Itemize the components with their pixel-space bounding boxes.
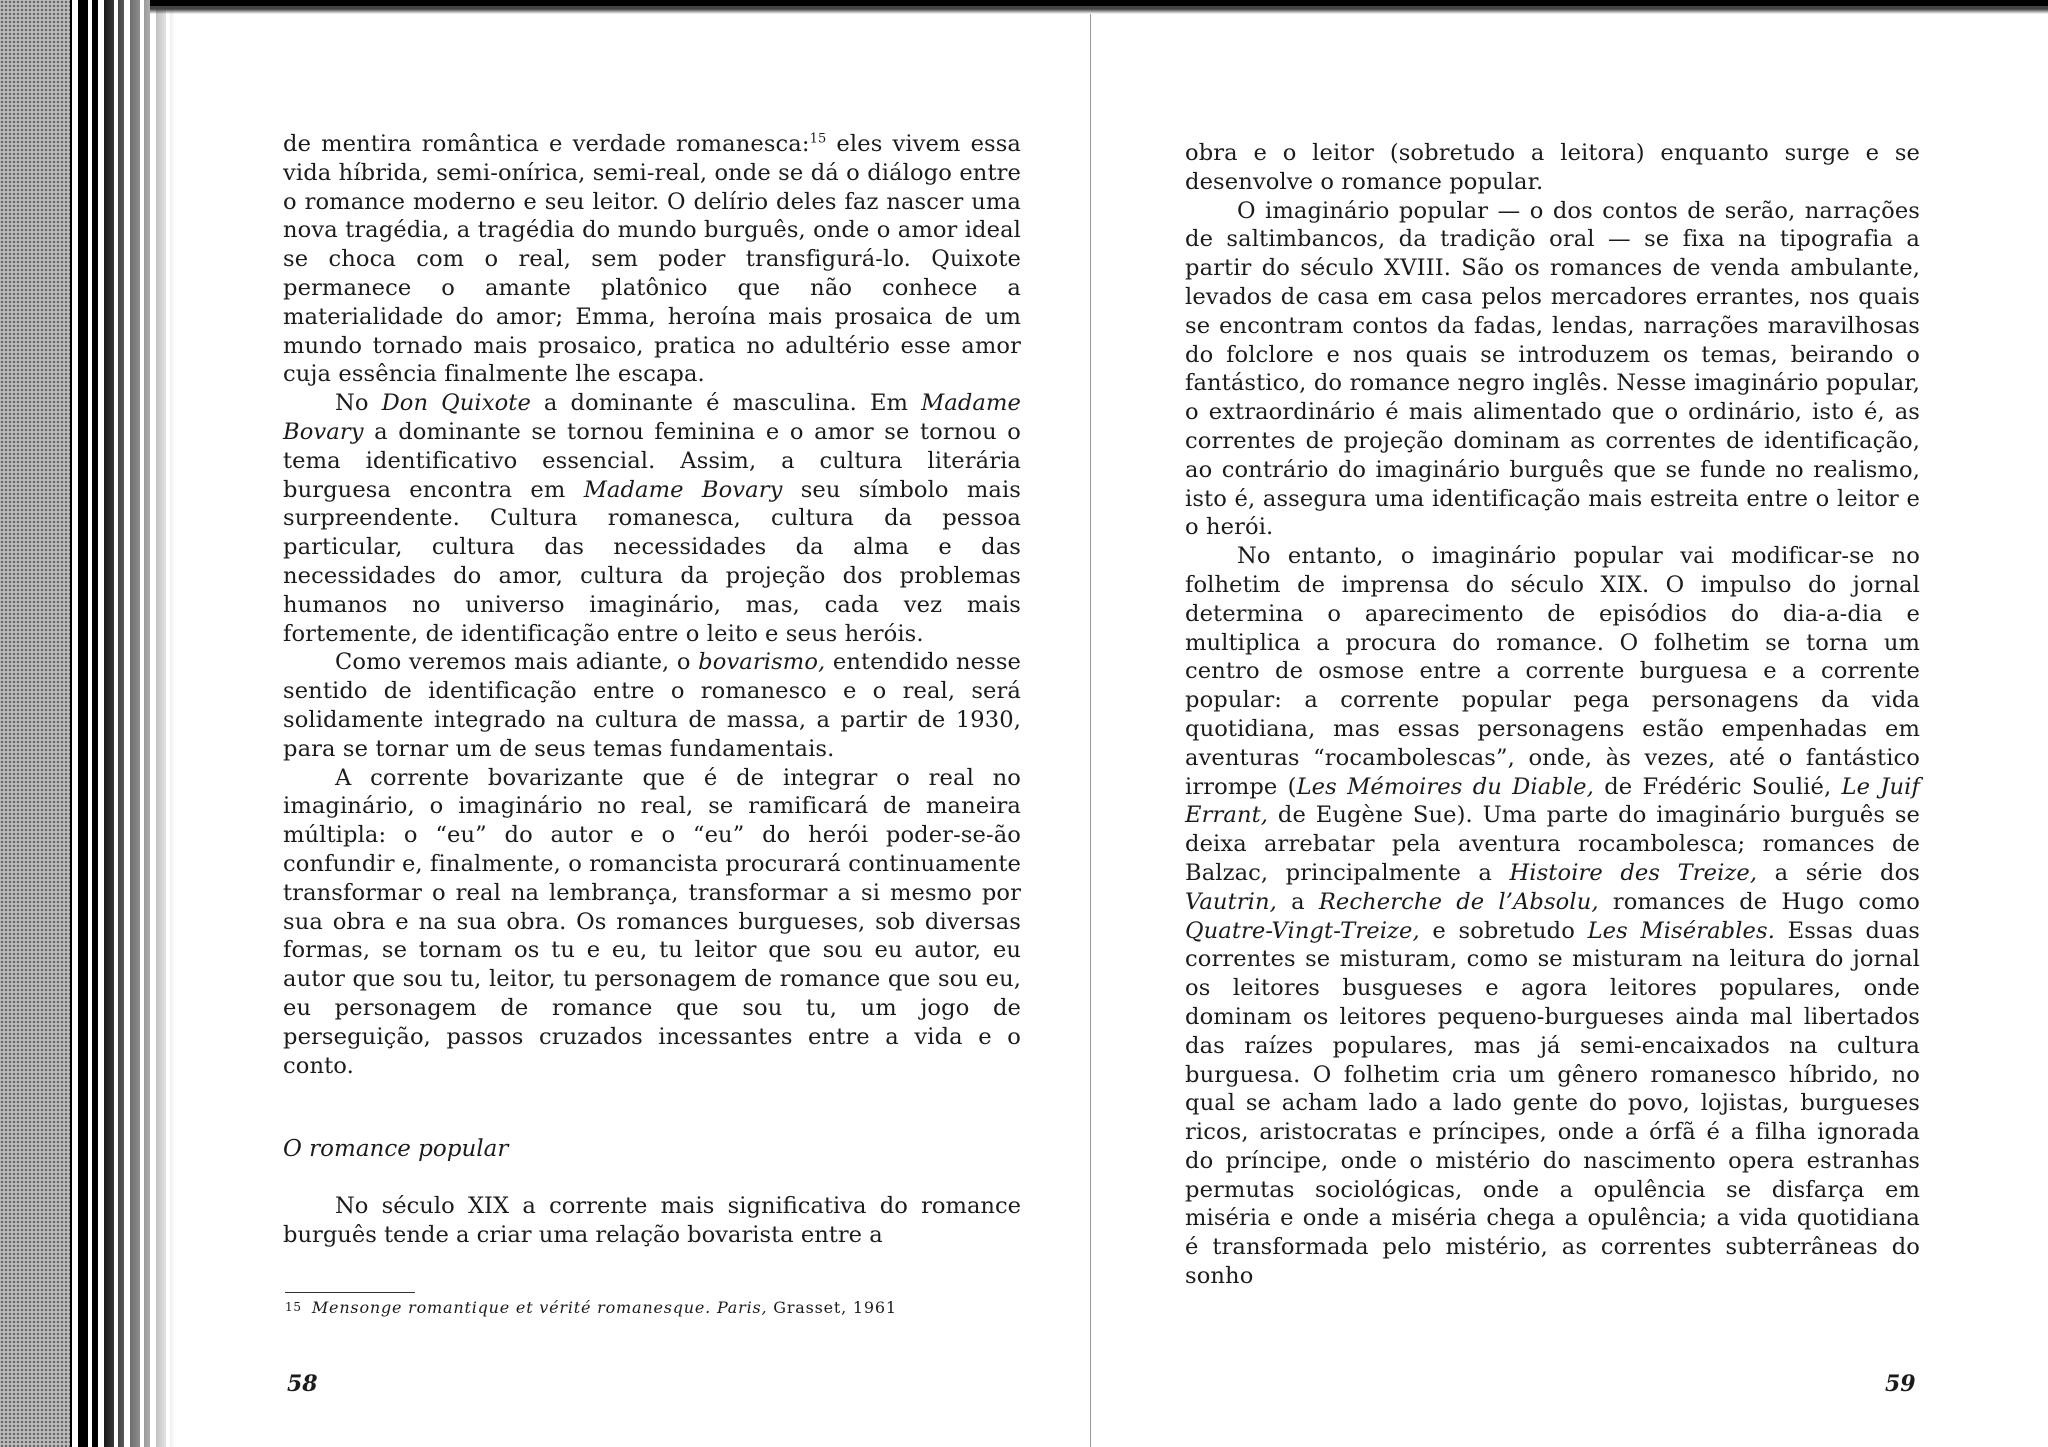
footnote-number: 15 xyxy=(285,1300,302,1314)
italic-title: Les Mémoires du Diable, xyxy=(1296,773,1594,800)
footnote-place: Paris, xyxy=(716,1298,768,1317)
text-run: a dominante é masculina. Em xyxy=(530,390,922,417)
paragraph xyxy=(1185,139,1920,197)
page-number-right: 59 xyxy=(1885,1371,1916,1397)
footnote-marker: 15 xyxy=(809,131,827,147)
text-run: No entanto, o imaginário popular vai modificar-se no folhetim de imprensa do século XIX. O impulso do jornal determina o aparecimento de episódios do dia-a-dia e multiplica a procura do romance. O folhetim se torna um centro de osmose entre a corrente burguesa e a corrente popular: a corrente popular pega personagens da vida quotidiana, mas essas personagens estão empenhadas em aventuras “rocambolescas”, onde, às vezes, até o fantástico irrompe ( xyxy=(1185,543,1920,800)
italic-title: Le Juif Errant, xyxy=(1185,773,1920,829)
italic-title: Vautrin, xyxy=(1185,888,1277,915)
footnote-rule xyxy=(285,1292,415,1293)
text-run: a série dos xyxy=(1757,859,1920,886)
italic-title: Quatre-Vingt-Treize, xyxy=(1185,917,1420,944)
italic-title: Histoire des Treize, xyxy=(1509,859,1758,886)
right-page xyxy=(1075,0,2048,1447)
text-run: Essas duas correntes se misturam, como se misturam na leitura do jornal os leitores busgueses e agora leitores populares, onde dominam os leitores pequeno-burgueses ainda mal libertados das raízes populares, mas já semi-encaixados na cultura burguesa. O folhetim cria um gênero romanesco híbrido, no qual se acham lado a lado gente do povo, lojistas, burgueses ricos, aristocratas e príncipes, onde a órfã é a filha ignorada do príncipe, onde o mistério do nascimento opera estranhas permutas sociológicas, onde a opulência se disfarça em miséria e onde a miséria chega a opulência; a vida quotidiana é transformada pelo mistério, as correntes subterrâneas do sonho xyxy=(1185,917,1920,1290)
text-run: obra e o leitor (sobretudo a leitora) enquanto surge e se desenvolve o romance popular. xyxy=(1185,140,1920,195)
paragraph xyxy=(283,130,1021,389)
text-run: A corrente bovarizante que é de integrar o real no imaginário, o imaginário no real, se ramificará de maneira múltipla: o “eu” do autor e o “eu” do herói poder-se-ão confundir e, finalmente, o romancista procurará continuamente transformar o real na lembrança, transformar a si mesmo por sua obra e na sua obra. Os romances burgueses, sob diversas formas, se tornam os tu e eu, tu leitor que sou eu autor, eu autor que sou tu, leitor, tu personagem de romance que sou eu, eu personagem de romance que sou tu, um jogo de perseguição, passos cruzados incessantes entre a vida e o conto. xyxy=(283,764,1021,1079)
text-run: seu símbolo mais surpreendente. Cultura romanesca, cultura da pessoa particular, cultura das necessidades da alma e das necessidades do amor, cultura da projeção dos problemas humanos no universo imaginário, mas, cada vez mais fortemente, de identificação entre o leito e seus heróis. xyxy=(283,476,1021,647)
italic-title: Don Quixote xyxy=(381,390,531,417)
italic-title: Les Misérables. xyxy=(1587,917,1776,944)
footnote xyxy=(285,1296,1025,1319)
italic-title: Madame Bovary xyxy=(283,390,1021,445)
text-run: O imaginário popular — o dos contos de serão, narrações de saltimbancos, da tradição oral — se fixa na tipografia a partir do século XVIII. São os romances de venda ambulante, levados de casa em casa pelos mercadores errantes, nos quais se encontram contos da fadas, lendas, narrações maravilhosas do folclore e nos quais se introduzem os temas, beirando o fantástico, do romance negro inglês. Nesse imaginário popular, o extraordinário é mais alimentado que o ordinário, isto é, as correntes de projeção dominam as correntes de identificação, ao contrário do imaginário burguês que se funde no realismo, isto é, assegura uma identificação mais estreita entre o leitor e o herói. xyxy=(1185,197,1920,541)
text-run: eles vivem essa vida híbrida, semi-onírica, semi-real, onde se dá o diálogo entre o romance moderno e seu leitor. O delírio deles faz nascer uma nova tragédia, a tragédia do mundo burguês, onde o amor ideal se choca com o real, sem poder transfigurá-lo. Quixote permanece o amante platônico que não conhece a materialidade do amor; Emma, heroína mais prosaica de um mundo tornado mais prosaico, pratica no adultério esse amor cuja essência finalmente lhe escapa. xyxy=(283,131,1022,388)
footnote-title: Mensonge romantique et vérité romanesque. xyxy=(311,1298,712,1317)
paragraph xyxy=(1185,542,1920,1291)
section-body xyxy=(283,1192,1021,1250)
section-paragraph: No século XIX a corrente mais significativa do romance burguês tende a criar uma relação bovarista entre a xyxy=(283,1193,1021,1248)
text-run: a xyxy=(1276,888,1319,915)
paragraph xyxy=(283,389,1021,648)
text-run: e sobretudo xyxy=(1419,917,1588,944)
italic-title: Madame Bovary xyxy=(583,476,783,503)
text-run: entendido nesse sentido de identificação entre o romanesco e o real, será solidamente integrado na cultura de massa, a partir de 1930, para se tornar um de seus temas fundamentais. xyxy=(283,649,1021,762)
italic-title: Recherche de l’Absolu, xyxy=(1318,888,1599,915)
text-run: a dominante se tornou feminina e o amor se tornou o tema identificativo essencial. Assim, a cultura literária burguesa encontra em xyxy=(283,418,1021,503)
right-page-body xyxy=(1185,139,1920,1291)
text-run: No xyxy=(335,390,382,417)
paragraph xyxy=(283,764,1021,1081)
paragraph xyxy=(1185,197,1920,543)
text-run: Como veremos mais adiante, o xyxy=(335,649,699,676)
text-run: romances de Hugo como xyxy=(1598,888,1921,915)
text-run: de mentira romântica e verdade romanesca: xyxy=(283,131,810,157)
footnote-publisher: Grasset, 1961 xyxy=(767,1298,897,1317)
book-binding-edge xyxy=(0,0,175,1447)
left-page-body xyxy=(283,130,1021,1080)
text-run: de Frédéric Soulié, xyxy=(1593,773,1842,800)
section-heading: O romance popular xyxy=(283,1136,509,1162)
page-number-left: 58 xyxy=(287,1371,318,1397)
italic-title: bovarismo, xyxy=(698,649,826,676)
left-page xyxy=(175,0,1075,1447)
paragraph xyxy=(283,648,1021,763)
text-run: de Eugène Sue). Uma parte do imaginário burguês se deixa arrebatar pela aventura rocambolesca; romances de Balzac, principalmente a xyxy=(1185,802,1920,886)
